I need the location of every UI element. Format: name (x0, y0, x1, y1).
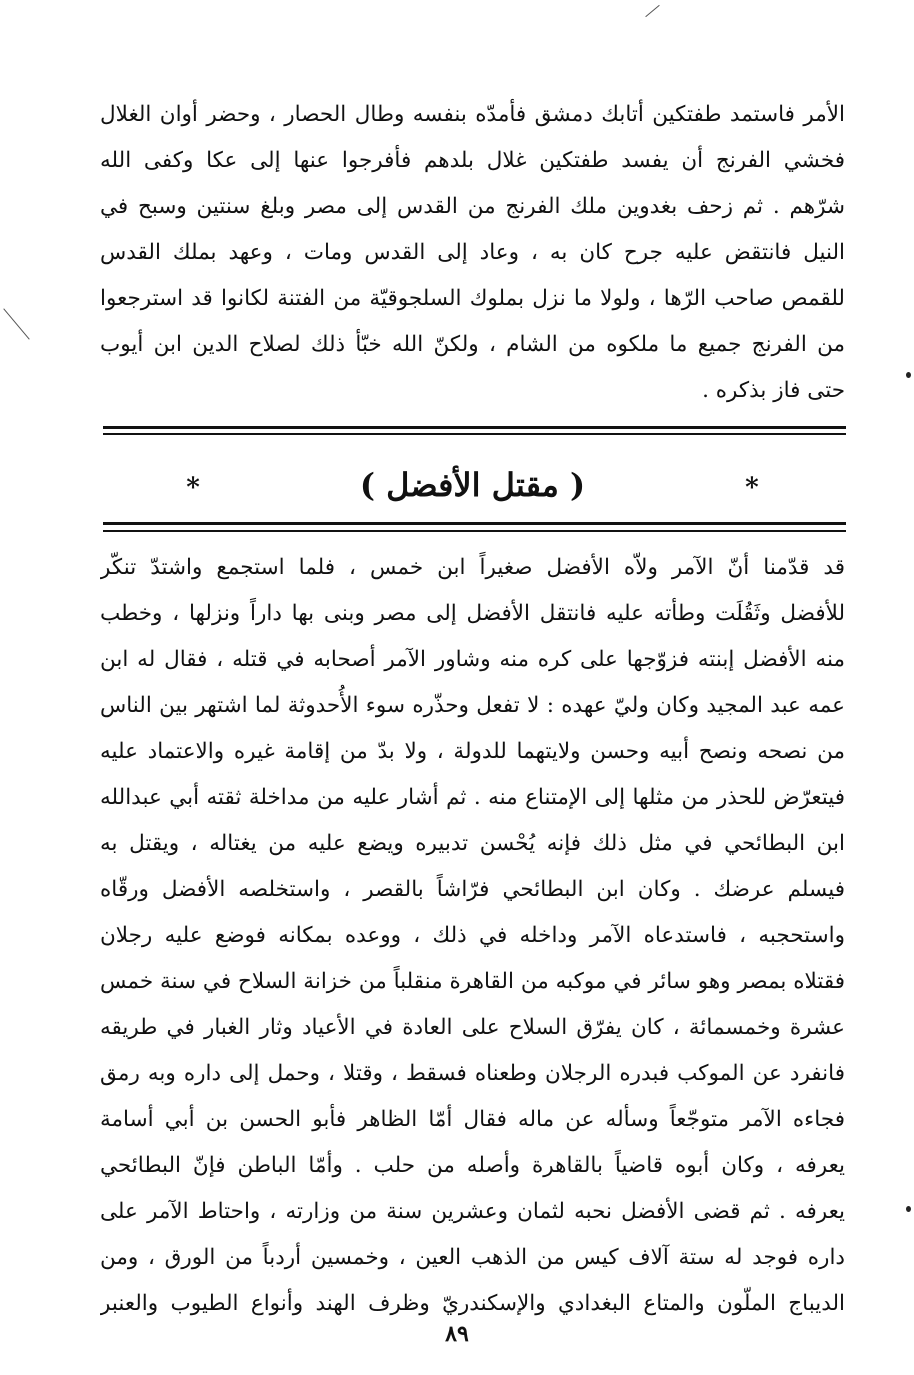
page-number: ٨٩ (445, 1321, 469, 1347)
text-line: للقمص صاحب الرّها ، ولولا ما نزل بملوك السلجوقيّة من الفتنة لكانوا قد استرجعوا (100, 286, 845, 311)
section-heading (100, 455, 845, 515)
text-line: منه الأفضل إبنته فزوّجها على كره منه وشاور الآمر أصحابه في قتله ، فقال له ابن (100, 647, 845, 672)
text-line: عمه عبد المجيد وكان وليّ عهده : لا تفعل وحذّره سوء الأُحدوثة لما اشتهر بين الناس (100, 693, 845, 718)
text-line: من نصحه ونصح أبيه وحسن ولايتهما للدولة ، ولا بدّ من إقامة غيره والاعتماد عليه (100, 739, 845, 764)
text-line: فانفرد عن الموكب فبدره الرجلان وطعناه فسقط ، وقتلا ، وحمل إلى داره وبه رمق (100, 1061, 845, 1086)
bottom-double-rule-thin (103, 530, 846, 532)
text-line: من الفرنج جميع ما ملكوه من الشام ، ولكنّ الله خبّأ ذلك لصلاح الدين ابن أيوب (100, 332, 845, 357)
ink-speck (906, 1206, 911, 1212)
text-line: يعرفه . ثم قضى الأفضل نحبه لثمان وعشرين سنة من وزارته ، واحتاط الآمر على (100, 1199, 845, 1224)
text-line: ابن البطائحي في مثل ذلك فإنه يُحْسن تدبيره ويضع عليه من يغتاله ، ويقتل به (100, 831, 845, 856)
text-line: فيسلم عرضك . وكان ابن البطائحي فرّاشاً بالقصر ، واستخلصه الأفضل ورقّاه (100, 877, 845, 902)
text-line: قد قدّمنا أنّ الآمر ولاّه الأفضل صغيراً ابن خمس ، فلما استجمع واشتدّ تنكّر (100, 555, 845, 580)
text-line: فيتعرّض للحذر من مثلها إلى الإمتناع منه . ثم أشار عليه من مداخلة ثقته أبي عبدالله (100, 785, 845, 810)
body-paragraph (100, 545, 845, 1327)
ink-speck (906, 372, 911, 378)
text-line: يعرفه ، وكان أبوه قاضياً بالقاهرة وأصله من حلب . وأمّا الباطن فإنّ البطائحي (100, 1153, 845, 1178)
text-line: الأمر فاستمد طفتكين أتابك دمشق فأمدّه بنفسه وطال الحصار ، وحضر أوان الغلال (100, 102, 845, 127)
text-line: واستحجبه ، فاستدعاه الآمر وداخله في ذلك ، ووعده بمكانه فوضع عليه رجلان (100, 923, 845, 948)
text-line: عشرة وخمسمائة ، كان يفرّق السلاح على العادة في الأعياد وثار الغبار في طريقه (100, 1015, 845, 1040)
page-scratch (645, 5, 659, 17)
bottom-double-rule-thick (103, 522, 846, 525)
text-line: فجاءه الآمر متوجّعاً وسأله عن ماله فقال أمّا الظاهر فأبو الحسن بن أبي أسامة (100, 1107, 845, 1132)
text-line: شرّهم . ثم زحف بغدوين ملك الفرنج من القدس إلى مصر وبلغ سنتين وسبح في (100, 194, 845, 219)
top-paragraph (100, 92, 845, 414)
text-line: فقتلاه بمصر وهو سائر في موكبه من القاهرة منقلباً من خزانة السلاح في سنة خمس (100, 969, 845, 994)
top-double-rule-thick (103, 426, 846, 429)
heading-star-left: * (186, 473, 200, 503)
heading-title: ( مقتل الأفضل ) (359, 466, 586, 504)
text-line: داره فوجد له ستة آلاف كيس من الذهب العين ، وخمسين أردباً من الورق ، ومن (100, 1245, 845, 1270)
text-line: النيل فانتقض عليه جرح كان به ، وعاد إلى القدس ومات ، وعهد بملك القدس (100, 240, 845, 265)
text-line: حتى فاز بذكره . (702, 378, 845, 403)
text-line: للأفضل وثَقُلَت وطأته عليه فانتقل الأفضل إلى مصر وبنى بها داراً ونزلها ، وخطب (100, 601, 845, 626)
page-scratch (3, 308, 29, 339)
top-double-rule-thin (103, 433, 846, 435)
text-line: الديباج الملّون والمتاع البغدادي والإسكندريّ وظرف الهند وأنواع الطيوب والعنبر (100, 1291, 845, 1316)
heading-star-right: * (745, 473, 759, 503)
text-line: فخشي الفرنج أن يفسد طفتكين غلال بلدهم فأفرجوا عنها إلى عكا وكفى الله (100, 148, 845, 173)
